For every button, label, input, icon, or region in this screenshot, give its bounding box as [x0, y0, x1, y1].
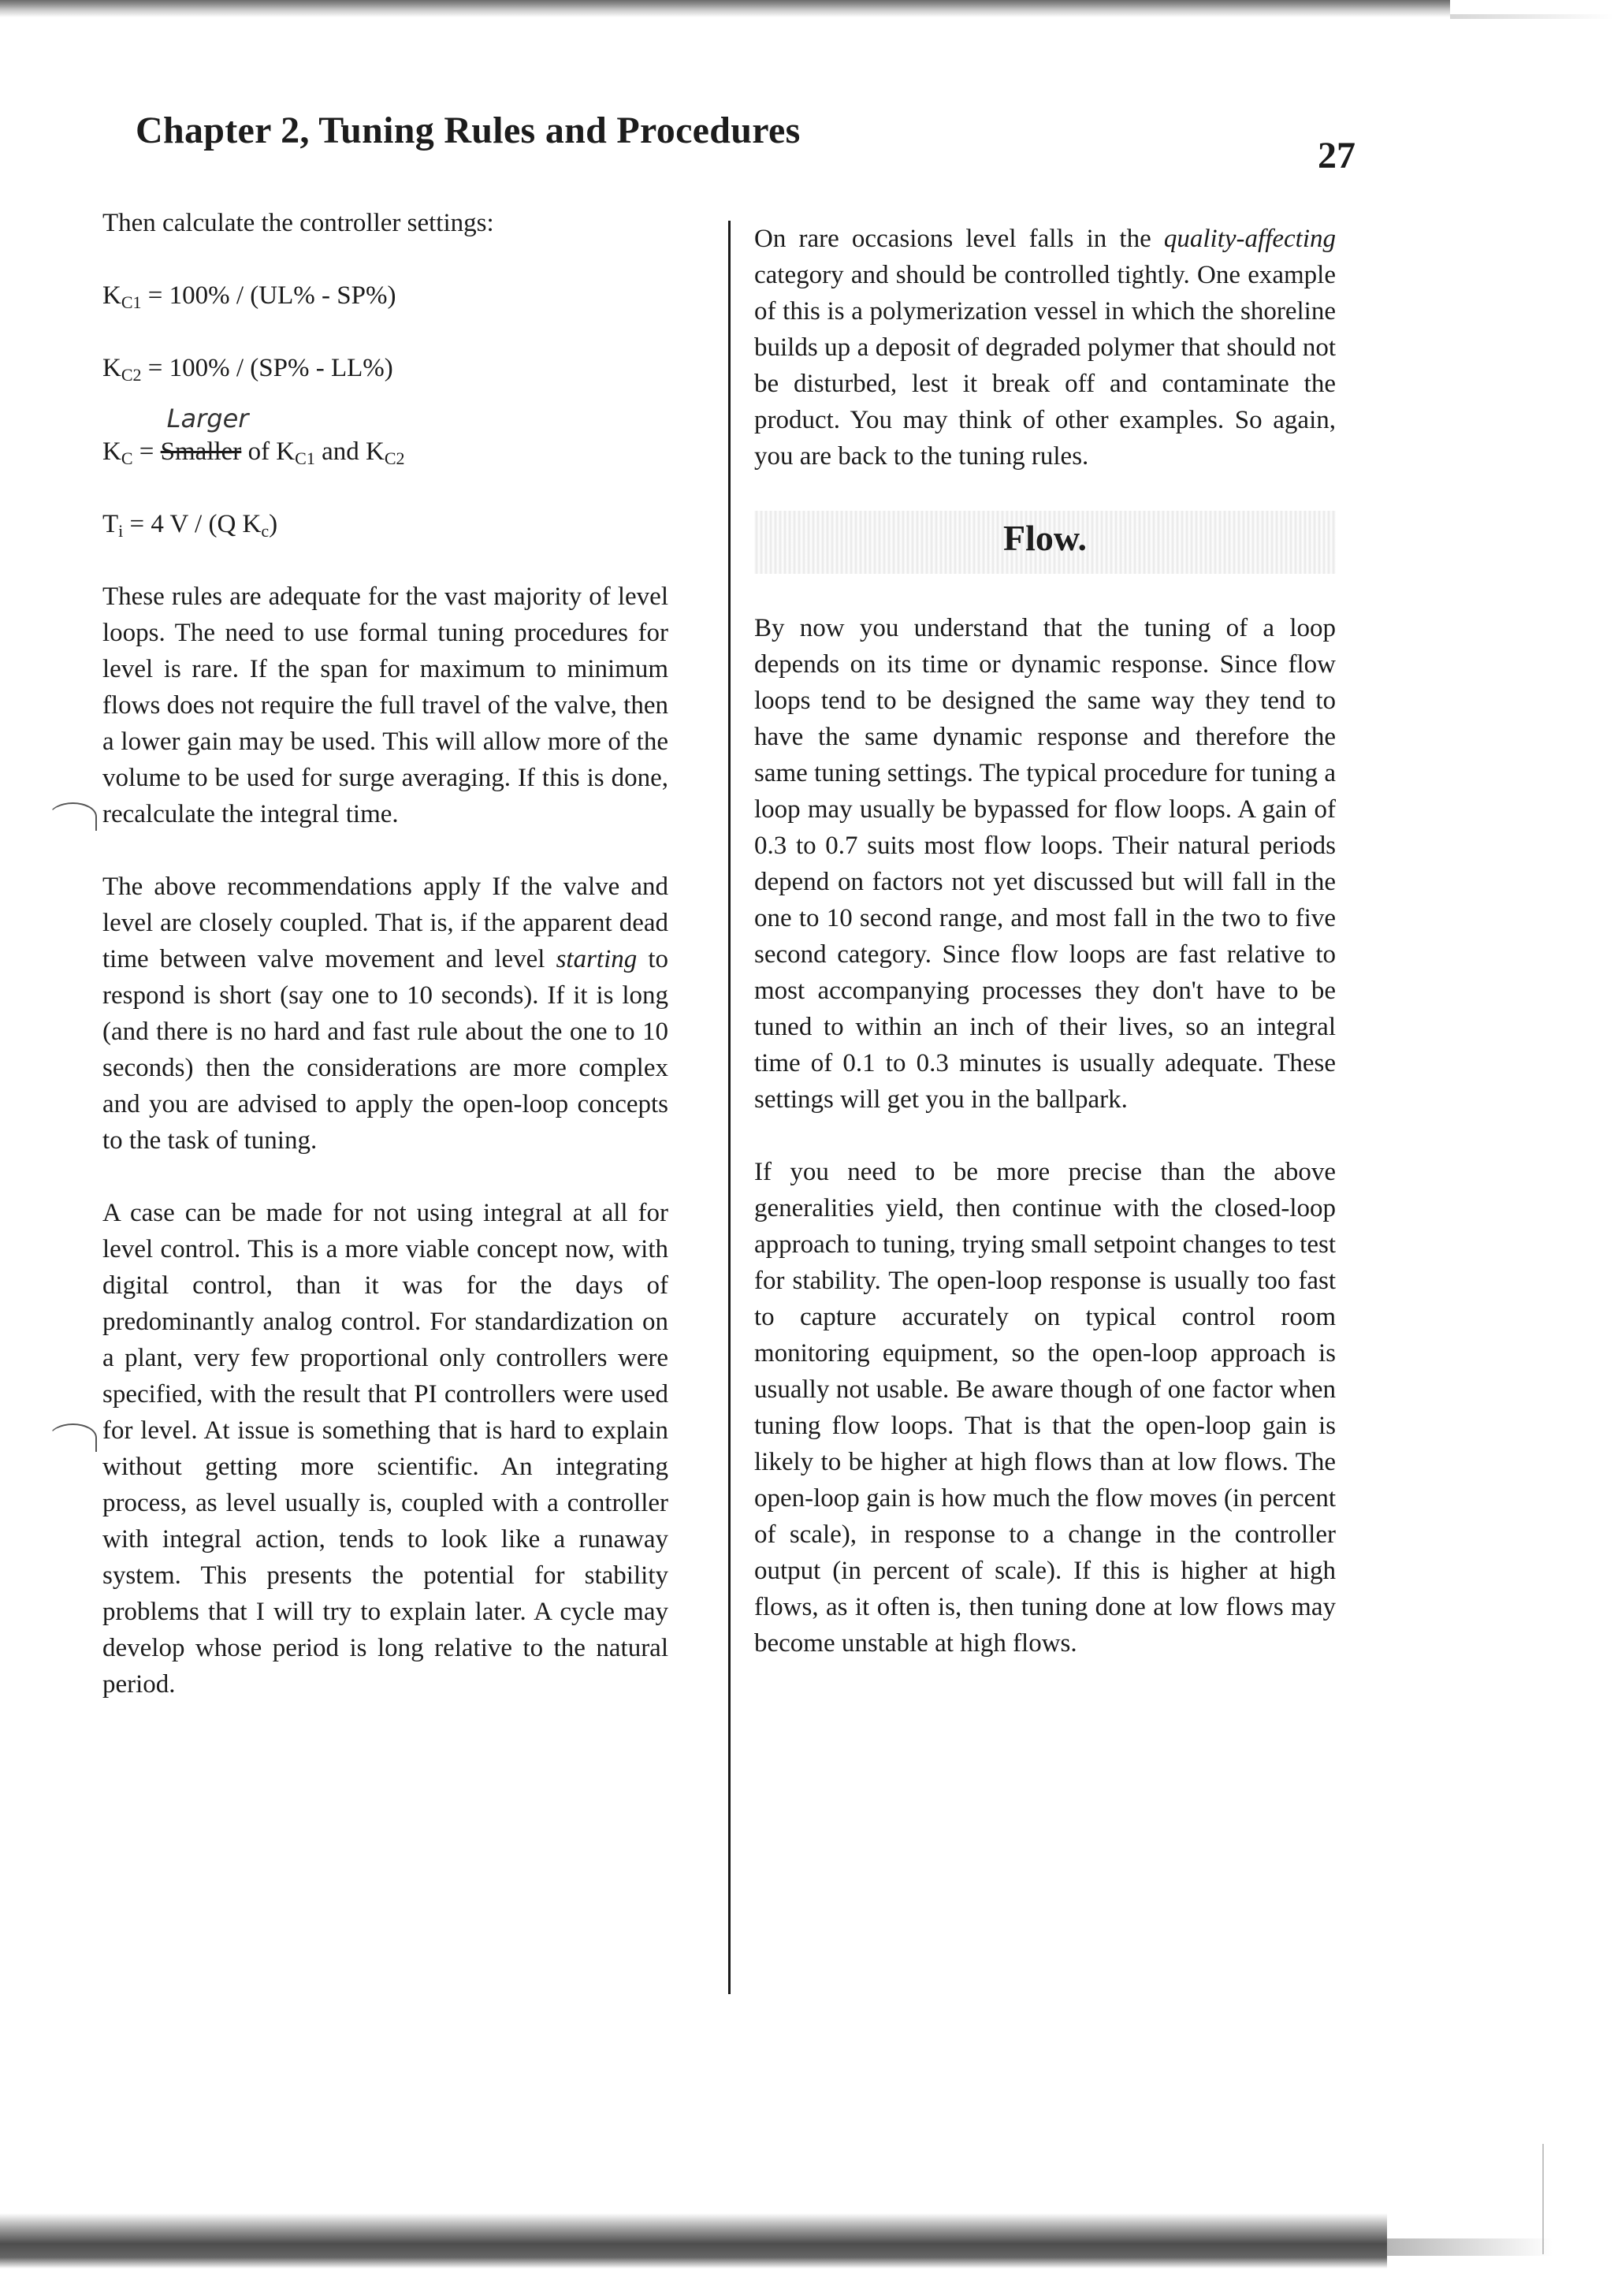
paragraph-flow-precision: If you need to be more precise than the above generalities yield, then continue with the closed-loop approach to tuning, trying small setpoint changes to test for stability. The open-loop response is usually too fast to capture accurately on typical control room monitoring equipment, so the open-loop approach is usually not usable. Be aware though of one factor when tuning flow loops. That is that the open-loop gain is likely to be higher at high flows than at low flows. The open-loop gain is how much the flow moves (in percent of scale), in response to a change in the controller output (in percent of scale). If this is higher at high flows, as it often is, then tuning done at low flows may become unstable at high flows. — [754, 1158, 1336, 1658]
formula-symbol: K — [102, 354, 121, 382]
scan-edge-right-mark — [1542, 2144, 1544, 2254]
section-heading: Flow. — [1002, 518, 1088, 558]
emphasis-text: quality-affecting — [1163, 225, 1336, 253]
formula-symbol: T — [102, 510, 119, 538]
page-number: 27 — [1318, 135, 1356, 177]
scan-edge-bottom-tail — [1387, 2238, 1553, 2256]
formula-kc1 — [102, 277, 668, 314]
right-column — [754, 221, 1336, 1698]
scan-edge-top — [0, 0, 1450, 17]
formula-expression: and K — [314, 437, 385, 466]
paragraph-quality-affecting — [754, 221, 1336, 474]
formula-ti — [102, 506, 668, 542]
margin-pencil-mark — [49, 1423, 97, 1452]
formula-subscript: i — [118, 521, 124, 541]
formula-expression: of K — [241, 437, 296, 466]
formula-symbol: K — [102, 437, 121, 466]
struck-word: Smaller — [160, 437, 242, 466]
formula-subscript: C — [121, 448, 133, 468]
handwritten-word: Larger — [166, 404, 249, 434]
formula-equals: = — [132, 437, 161, 466]
formula-expression: = 100% / (UL% - SP%) — [141, 281, 396, 310]
text-run: to respond is short (say one to 10 seconds). If it is long (and there is no hard and fast rule about the one to 10 seconds) then the considerations are more complex and you are advised to apply the open-loop concepts to the task of tuning. — [102, 945, 669, 1155]
paragraph-integral-case: A case can be made for not using integral at all for level control. This is a more viable concept now, with digital control, than it was for the days of predominantly analog control. For standardization on a plant, very few proportional only controllers were specified, with the result that PI controllers were used for level. At issue is something that is hard to explain without getting more scientific. An integrating process, as level usually is, coupled with a controller with integral action, tends to look like a runaway system. This presents the potential for stability problems that I will try to explain later. A cycle may develop whose period is long relative to the natural period. — [102, 1199, 668, 1699]
text-run: The above recommendations apply If the valve and level are closely coupled. That is, if the apparent dead time between valve movement and level — [102, 873, 668, 973]
paragraph-flow-tuning: By now you understand that the tuning of a loop depends on its time or dynamic response. Since flow loops tend to be designed the same way they tend to have the same dynamic response and therefore the same tuning settings. The typical procedure for tuning a loop may usually be bypassed for flow loops. A gain of 0.3 to 0.7 suits most flow loops. Their natural periods depend on factors not yet discussed but will fall in the one to 10 second range, and most fall in the two to five second category. Since flow loops are fast relative to most accompanying processes they don't have to be tuned to within an inch of their lives, so an integral time of 0.1 to 0.3 minutes is usually adequate. These settings will get you in the ballpark. — [754, 614, 1336, 1114]
formula-subscript: C2 — [384, 448, 405, 468]
intro-text: Then calculate the controller settings: — [102, 209, 494, 237]
page-title: Chapter 2, Tuning Rules and Procedures — [136, 110, 801, 151]
paragraph-close-coupling — [102, 869, 668, 1159]
formula-symbol: K — [102, 281, 121, 310]
formula-subscript: C1 — [295, 448, 315, 468]
scan-edge-top-tail — [1450, 14, 1614, 19]
section-heading-banner — [754, 511, 1336, 574]
formula-kc2 — [102, 350, 668, 386]
text-run: On rare occasions level falls in the — [754, 225, 1164, 253]
formula-kc — [102, 404, 668, 470]
emphasis-text: starting — [556, 945, 638, 973]
text-run: category and should be controlled tightly. One example of this is a polymerization vessel in which the shoreline builds up a deposit of degraded polymer that should not be disturbed, lest it break off and contaminate the product. You may think of other examples. So again, you are back to the tuning rules. — [754, 261, 1336, 471]
left-column — [102, 205, 668, 1739]
handwritten-correction — [160, 404, 249, 470]
formula-subscript: C1 — [121, 292, 142, 312]
column-divider — [728, 221, 731, 1994]
formula-expression: = 4 V / (Q K — [123, 510, 262, 538]
formula-subscript: c — [261, 521, 270, 541]
margin-pencil-mark — [49, 802, 97, 831]
scan-edge-bottom — [0, 2213, 1387, 2268]
paragraph-level-rules: These rules are adequate for the vast majority of level loops. The need to use formal tuning procedures for level is rare. If the span for maximum to minimum flows does not require the full travel of the valve, then a lower gain may be used. This will allow more of the volume to be used for surge averaging. If this is done, recalculate the integral time. — [102, 582, 668, 828]
formula-subscript: C2 — [121, 365, 142, 385]
formula-expression: = 100% / (SP% - LL%) — [141, 354, 393, 382]
formula-expression: ) — [269, 510, 278, 538]
